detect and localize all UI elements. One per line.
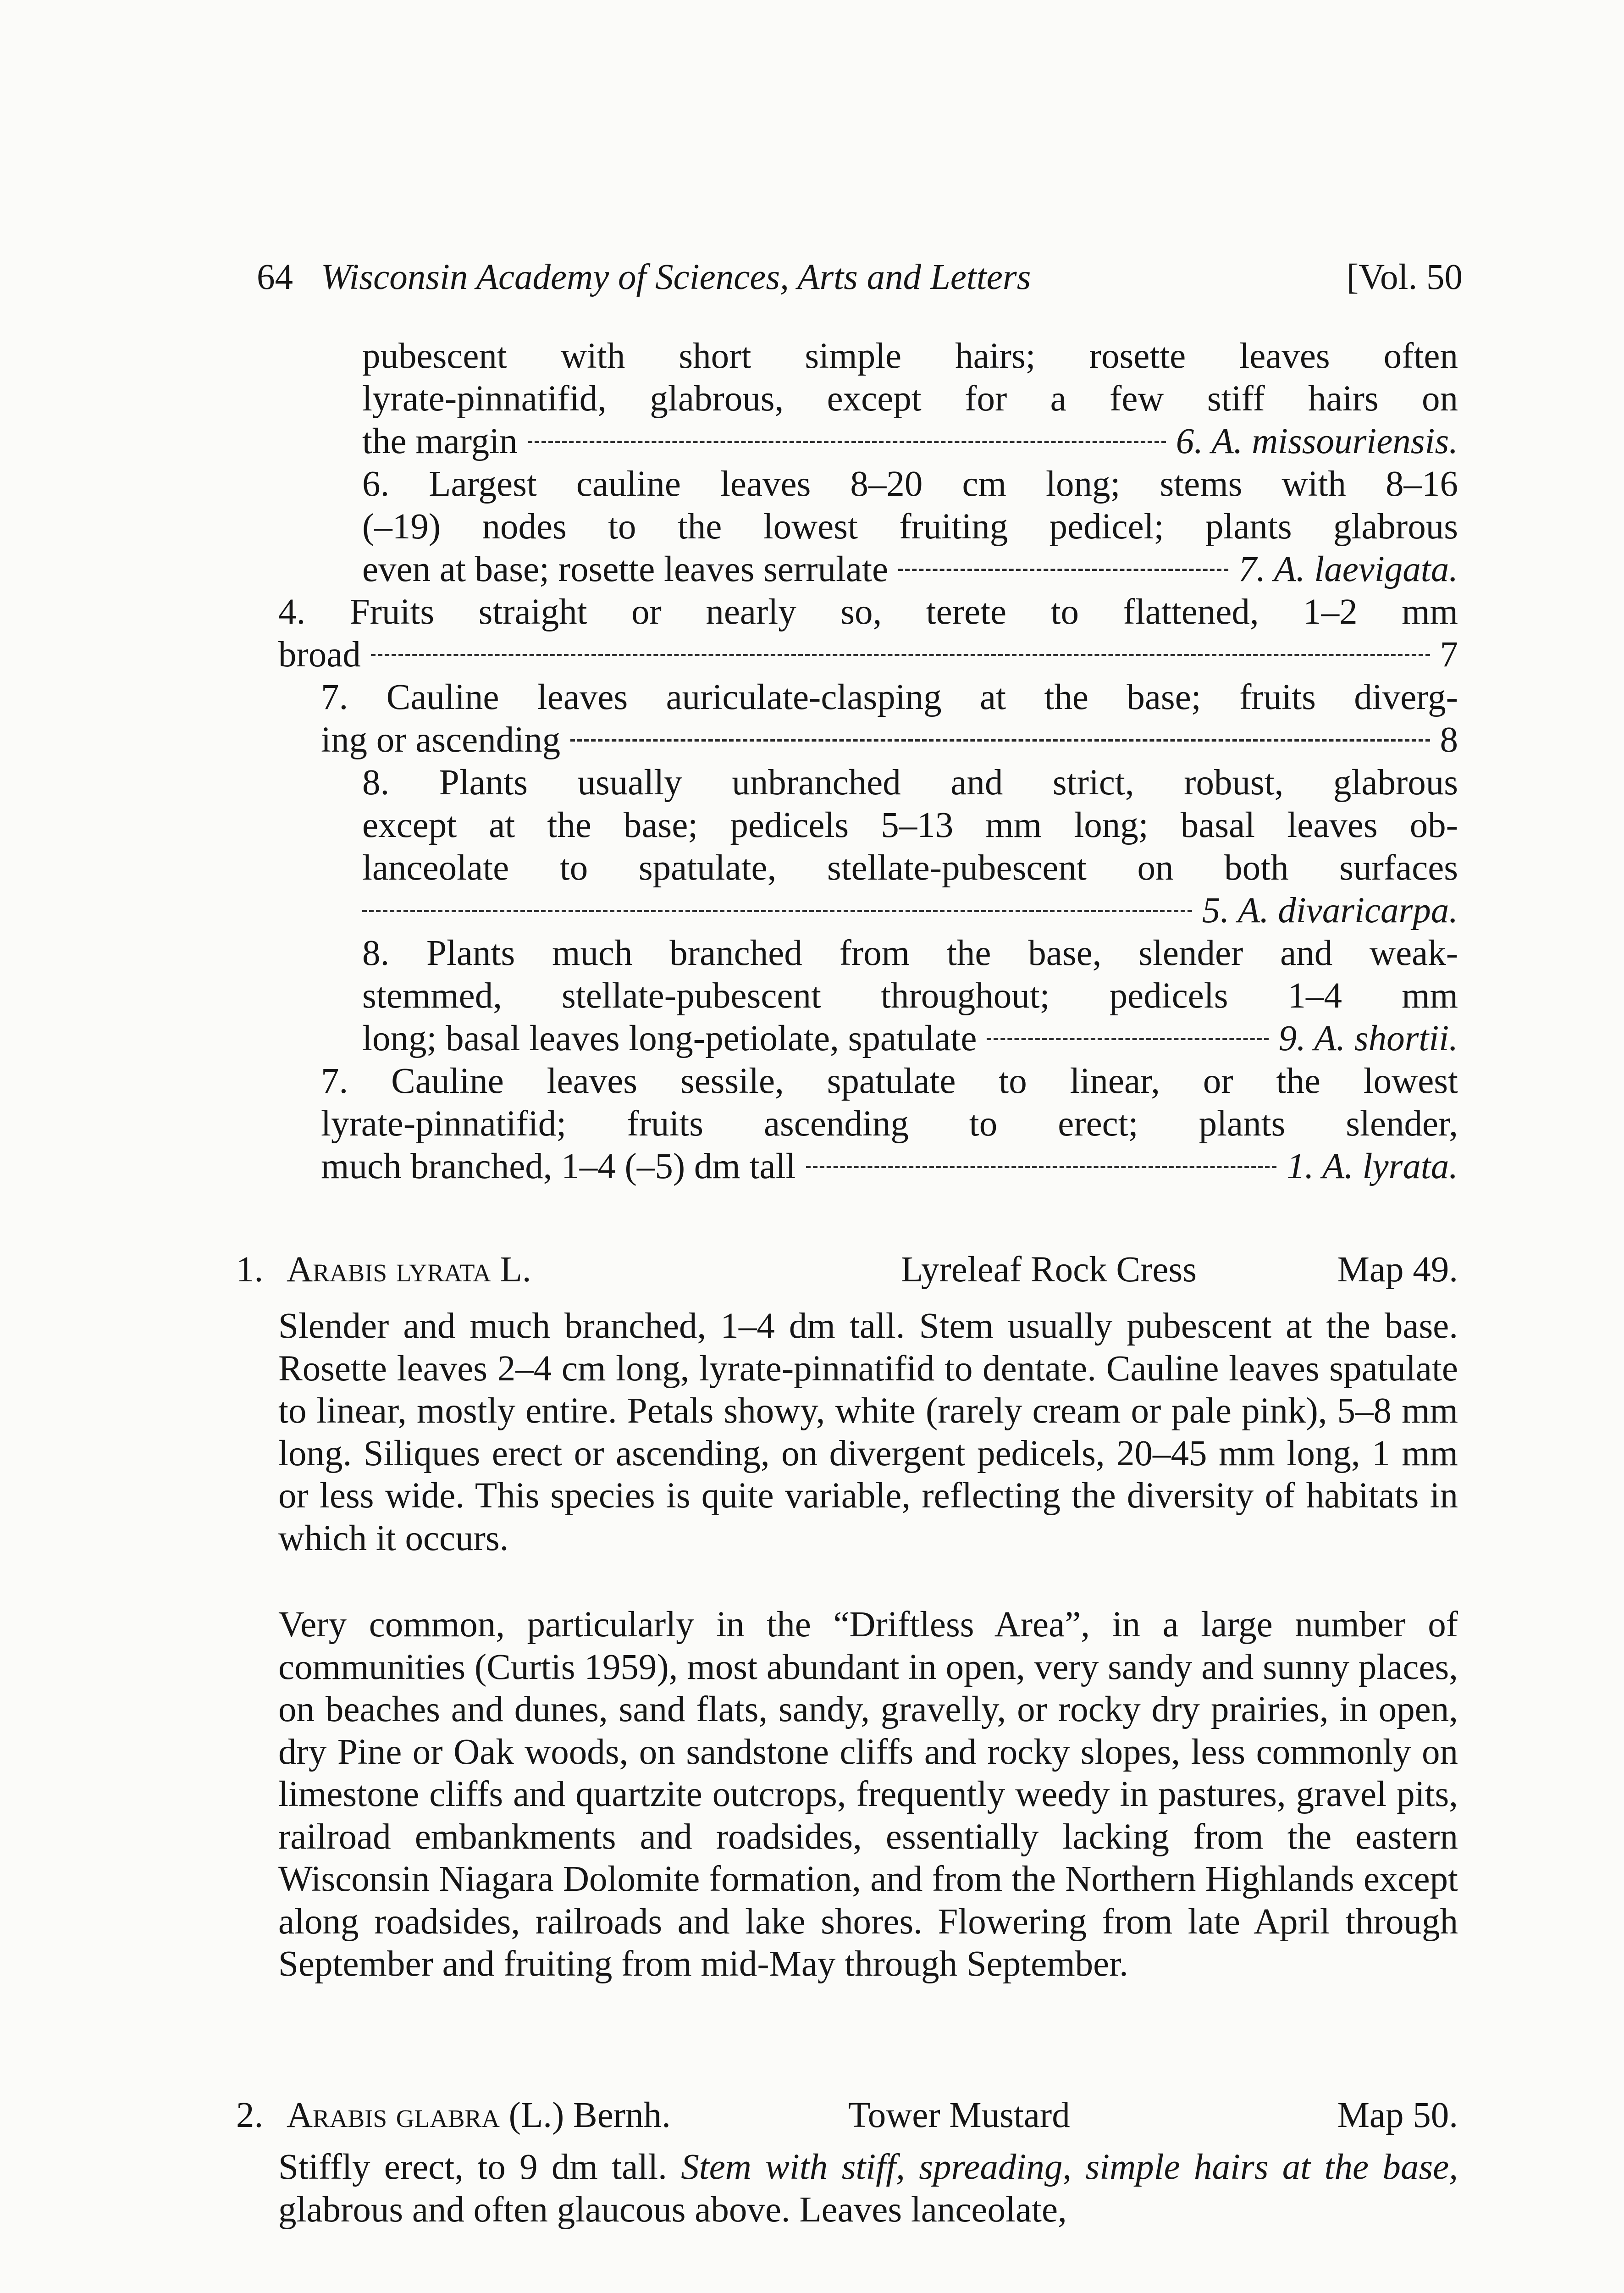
key-line-text: broad <box>278 635 361 675</box>
species-number: 1. <box>236 1250 264 1290</box>
species-heading <box>236 1248 1458 1291</box>
page-number: 64 <box>257 257 293 297</box>
key-line: 7. Cauline leaves auriculate-clasping at the base; fruits diverg- <box>321 677 1458 717</box>
leader-dots <box>362 910 1192 912</box>
species-name <box>287 1248 531 1291</box>
species-description: Slender and much branched, 1–4 dm tall. Stem usually pubescent at the base. Rosette leaves 2–4 cm long, lyrate-pinnatifid to dentate. Cauline leaves spatulate to linear, mostly entire. Petals showy, white (rarely cream or pale pink), 5–8 mm long. Siliques erect or ascending, on divergent pedicels, 20–45 mm long, 1 mm or less wide. This species is quite variable, reflecting the diversity of habitats in which it occurs. <box>278 1306 1458 1558</box>
key-line-text: ing or ascending <box>321 720 561 760</box>
key-line-text: long; basal leaves long-petiolate, spatulate <box>362 1019 977 1058</box>
key-line <box>278 633 1458 676</box>
description-text: Stiffly erect, to 9 dm tall. <box>278 2147 667 2187</box>
key-line <box>362 889 1458 932</box>
key-line <box>362 1017 1458 1060</box>
leader-dots <box>570 739 1430 742</box>
key-result: 5. A. divaricarpa. <box>1202 891 1458 930</box>
description-emphasis: Stem with stiff, spreading, simple hairs at the base, <box>681 2147 1458 2187</box>
key-result: 9. A. shortii. <box>1278 1019 1458 1058</box>
key-line: except at the base; pedicels 5–13 mm long; basal leaves ob- <box>362 805 1458 845</box>
map-reference: Map 50. <box>1337 2095 1458 2135</box>
key-line: lyrate-pinnatifid; fruits ascending to erect; plants slender, <box>321 1104 1458 1144</box>
authority: L. <box>500 1250 531 1290</box>
key-line-text: the margin <box>362 421 518 461</box>
key-line: 6. Largest cauline leaves 8–20 cm long; stems with 8–16 <box>362 464 1458 504</box>
key-result: 8 <box>1440 720 1458 760</box>
map-reference: Map 49. <box>1337 1250 1458 1290</box>
species-description <box>278 2146 1458 2231</box>
common-name: Lyreleaf Rock Cress <box>901 1250 1197 1290</box>
volume-label: [Vol. 50 <box>1346 257 1463 297</box>
key-result: 6. A. missouriensis. <box>1176 421 1458 461</box>
key-line: pubescent with short simple hairs; rosette leaves often <box>362 336 1458 376</box>
key-line <box>321 1145 1458 1188</box>
leader-dots <box>371 654 1430 656</box>
authority: (L.) Bernh. <box>508 2095 671 2135</box>
leader-dots <box>806 1166 1277 1168</box>
species-distribution: Very common, particularly in the “Driftless Area”, in a large number of communities (Curtis 1959), most abundant in open, very sandy and sunny places, on beaches and dunes, sand flats, sandy, gravelly, or rocky dry prairies, in open, dry Pine or Oak woods, on sandstone cliffs and rocky slopes, less commonly on limestone cliffs and quartzite outcrops, frequently weedy in pastures, gravel pits, railroad embankments and roadsides, essentially lacking from the eastern Wisconsin Niagara Dolomite formation, and from the Northern Highlands except along roadsides, railroads and lake shores. Flowering from late April through September and fruiting from mid-May through September. <box>278 1605 1458 1984</box>
key-result: 1. A. lyrata. <box>1287 1146 1458 1186</box>
leader-dots <box>528 441 1166 443</box>
key-line: 4. Fruits straight or nearly so, terete to flattened, 1–2 mm <box>278 592 1458 632</box>
key-line <box>321 719 1458 761</box>
species-name <box>287 2094 671 2137</box>
key-line: lyrate-pinnatifid, glabrous, except for a few stiff hairs on <box>362 379 1458 419</box>
common-name: Tower Mustard <box>848 2095 1070 2135</box>
scientific-name: Arabis lyrata <box>287 1250 491 1290</box>
species-heading <box>236 2094 1458 2137</box>
journal-title: Wisconsin Academy of Sciences, Arts and Letters <box>321 257 1031 297</box>
key-line-text: much branched, 1–4 (–5) dm tall <box>321 1146 796 1186</box>
key-line <box>362 548 1458 591</box>
key-line: stemmed, stellate-pubescent throughout; pedicels 1–4 mm <box>362 976 1458 1016</box>
key-line: 8. Plants much branched from the base, slender and weak- <box>362 933 1458 973</box>
description-text: glabrous and often glaucous above. Leaves lanceolate, <box>278 2189 1067 2230</box>
species-number: 2. <box>236 2095 264 2135</box>
leader-dots <box>898 569 1228 571</box>
key-line: 8. Plants usually unbranched and strict, robust, glabrous <box>362 763 1458 803</box>
key-line: (–19) nodes to the lowest fruiting pedicel; plants glabrous <box>362 507 1458 547</box>
key-line-text: even at base; rosette leaves serrulate <box>362 549 889 589</box>
key-result: 7 <box>1440 635 1458 675</box>
key-line: lanceolate to spatulate, stellate-pubescent on both surfaces <box>362 848 1458 888</box>
key-result: 7. A. laevigata. <box>1238 549 1458 589</box>
leader-dots <box>987 1038 1268 1040</box>
key-line: 7. Cauline leaves sessile, spatulate to linear, or the lowest <box>321 1061 1458 1101</box>
scientific-name: Arabis glabra <box>287 2095 500 2135</box>
running-head <box>257 255 1463 300</box>
key-line <box>362 420 1458 463</box>
